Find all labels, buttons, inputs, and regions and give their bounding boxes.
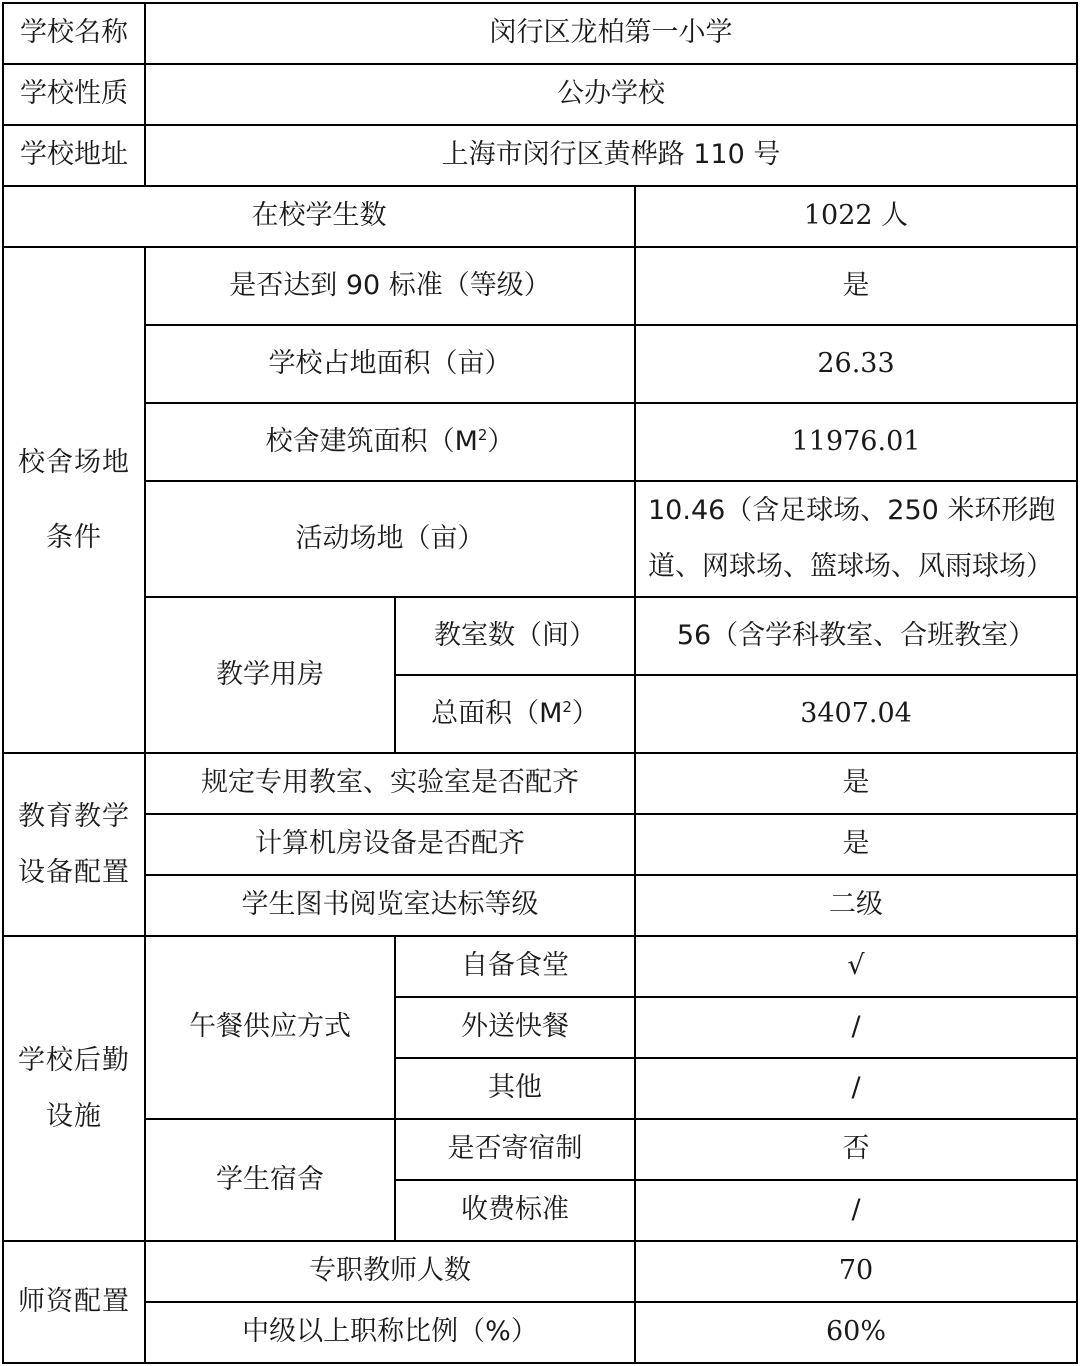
- label-lunch: 午餐供应方式: [145, 936, 395, 1119]
- label-labs: 规定专用教室、实验室是否配齐: [145, 753, 635, 814]
- value-boarding: 否: [635, 1119, 1077, 1180]
- group-equipment-label: 教育教学设备配置: [18, 800, 130, 888]
- row-labs: [3, 753, 1077, 814]
- row-standard-90: [3, 247, 1077, 325]
- label-dorm-fee: 收费标准: [395, 1180, 635, 1241]
- row-school-address: [3, 125, 1077, 186]
- group-logistics-label: 学校后勤设施: [18, 1044, 130, 1132]
- label-school-name: 学校名称: [3, 3, 145, 64]
- group-teachers: [3, 1241, 145, 1363]
- label-classrooms: 教室数（间）: [395, 597, 635, 675]
- label-teaching-rooms: 教学用房: [145, 597, 395, 753]
- group-campus: [3, 247, 145, 753]
- value-school-type: 公办学校: [145, 64, 1077, 125]
- label-standard-90: 是否达到 90 标准（等级）: [145, 247, 635, 325]
- label-total-area-end: ）: [571, 697, 599, 729]
- group-equipment: [3, 753, 145, 936]
- row-senior-ratio: [3, 1302, 1077, 1363]
- row-activity-area: [3, 481, 1077, 597]
- value-building-area: 11976.01: [635, 403, 1077, 481]
- value-delivery: /: [635, 997, 1077, 1058]
- label-boarding: 是否寄宿制: [395, 1119, 635, 1180]
- value-school-address: 上海市闵行区黄桦路 110 号: [145, 125, 1077, 186]
- school-info-table: [2, 2, 1078, 1364]
- value-fulltime-teachers: 70: [635, 1241, 1077, 1302]
- label-building-area: [145, 403, 635, 481]
- label-dorm: 学生宿舍: [145, 1119, 395, 1241]
- value-lunch-other: /: [635, 1058, 1077, 1119]
- row-computer-room: [3, 814, 1077, 875]
- value-reading-room: 二级: [635, 875, 1077, 936]
- value-computer-room: 是: [635, 814, 1077, 875]
- row-school-type: [3, 64, 1077, 125]
- group-logistics: [3, 936, 145, 1241]
- row-land-area: [3, 325, 1077, 403]
- row-school-name: [3, 3, 1077, 64]
- label-school-type: 学校性质: [3, 64, 145, 125]
- label-students: 在校学生数: [3, 186, 635, 247]
- value-activity-area: 10.46（含足球场、250 米环形跑道、网球场、篮球场、风雨球场）: [635, 481, 1077, 597]
- label-building-area-sup: 2: [477, 425, 488, 444]
- row-building-area: [3, 403, 1077, 481]
- group-teachers-label: 师资配置: [18, 1286, 130, 1317]
- label-lunch-other: 其他: [395, 1058, 635, 1119]
- row-students: [3, 186, 1077, 247]
- value-standard-90: 是: [635, 247, 1077, 325]
- label-reading-room: 学生图书阅览室达标等级: [145, 875, 635, 936]
- label-total-area: [395, 675, 635, 753]
- label-school-address: 学校地址: [3, 125, 145, 186]
- label-delivery: 外送快餐: [395, 997, 635, 1058]
- label-total-area-sup: 2: [562, 697, 572, 716]
- value-total-area: 3407.04: [635, 675, 1077, 753]
- value-labs: 是: [635, 753, 1077, 814]
- label-building-area-end: ）: [487, 425, 515, 457]
- label-senior-ratio: 中级以上职称比例（%）: [145, 1302, 635, 1363]
- row-canteen: [3, 936, 1077, 997]
- row-boarding: [3, 1119, 1077, 1180]
- label-land-area: 学校占地面积（亩）: [145, 325, 635, 403]
- row-reading-room: [3, 875, 1077, 936]
- value-school-name: 闵行区龙柏第一小学: [145, 3, 1077, 64]
- label-canteen: 自备食堂: [395, 936, 635, 997]
- label-building-area-text: 校舍建筑面积（M: [265, 425, 478, 457]
- row-classrooms: [3, 597, 1077, 675]
- value-senior-ratio: 60%: [635, 1302, 1077, 1363]
- group-campus-label: 校舍场地条件: [18, 447, 130, 553]
- label-fulltime-teachers: 专职教师人数: [145, 1241, 635, 1302]
- label-activity-area: 活动场地（亩）: [145, 481, 635, 597]
- row-fulltime-teachers: [3, 1241, 1077, 1302]
- label-total-area-text: 总面积（M: [431, 697, 563, 729]
- value-dorm-fee: /: [635, 1180, 1077, 1241]
- label-computer-room: 计算机房设备是否配齐: [145, 814, 635, 875]
- value-classrooms: 56（含学科教室、合班教室）: [635, 597, 1077, 675]
- value-students: 1022 人: [635, 186, 1077, 247]
- value-canteen: √: [635, 936, 1077, 997]
- value-land-area: 26.33: [635, 325, 1077, 403]
- school-info-sheet: [2, 2, 1078, 1364]
